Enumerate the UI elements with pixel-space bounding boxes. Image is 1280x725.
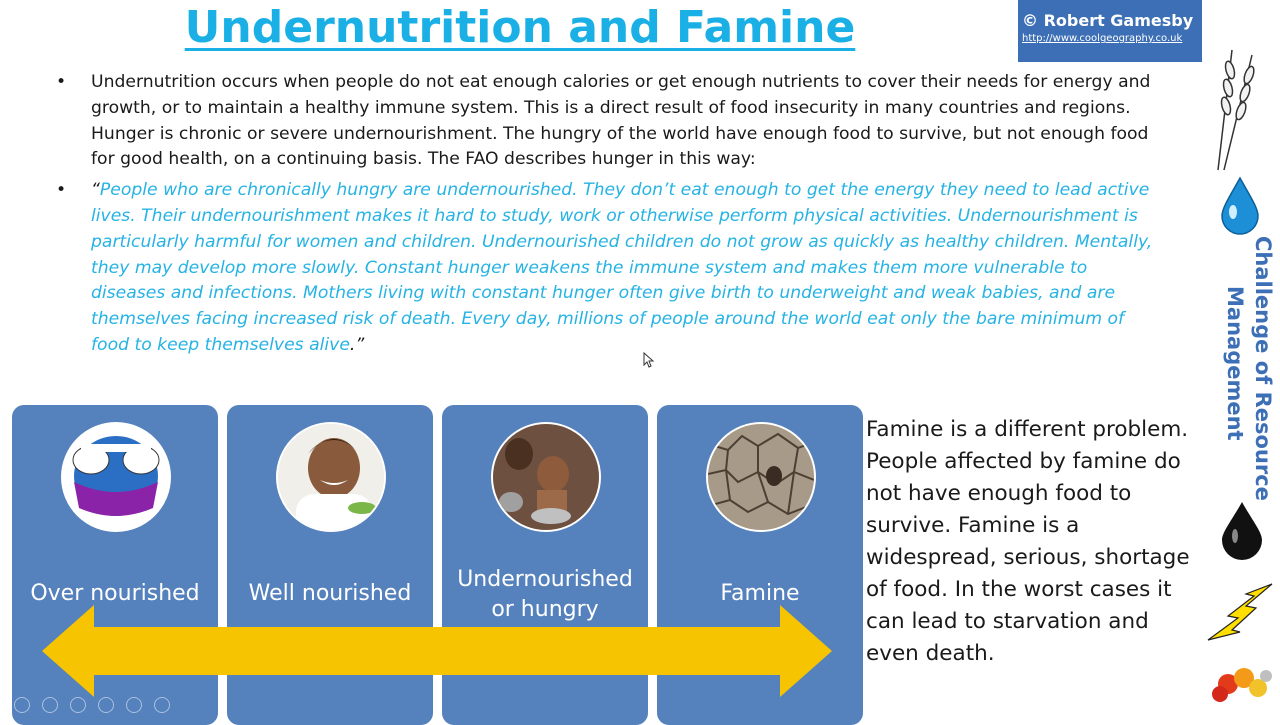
fao-quote: People who are chronically hungry are undernourished. They don’t eat enough to get the energy they need to lead active lives. Their undernourishment makes it hard to study, work or otherwise perform physical activities. Undernourishment is particularly harmful for women and children. Undernourished children do not grow as quickly as healthy children. Mentally, they may develop more slowly. Constant hunger weakens the immune system and makes them more vulnerable to diseases and infections. Mothers living with constant hunger often give birth to underweight and weak babies, and are themselves facing increased risk of death. Every day, millions of people around the world eat only the bare minimum of food to keep themselves alive [91, 180, 1153, 355]
close-quote-mark: .” [349, 334, 365, 355]
bullet-list [50, 70, 1160, 359]
panel-label: Famine [720, 581, 800, 606]
credit-box [1018, 0, 1202, 62]
panel-label: Over nourished [30, 581, 200, 606]
healthy-man-eating-photo [276, 422, 386, 532]
vertical-title-line2: Management [1223, 286, 1247, 441]
vertical-title-line1: Challenge of Resource [1251, 236, 1275, 501]
panel-label: Undernourished [457, 567, 633, 592]
fruit-icon [1212, 668, 1272, 702]
slide-title: Undernutrition and Famine [184, 2, 856, 53]
cracked-earth-photo [706, 422, 816, 532]
hungry-children-photo [491, 422, 601, 532]
pen-tool-icon[interactable] [70, 697, 86, 713]
slides-grid-icon[interactable] [98, 697, 114, 713]
zoom-icon[interactable] [126, 697, 142, 713]
overweight-person-icon [61, 422, 171, 532]
lightning-icon [1208, 584, 1272, 640]
next-slide-icon[interactable] [42, 697, 58, 713]
slideshow-toolbar [14, 697, 170, 713]
wheat-icon [1218, 50, 1256, 170]
bullet-marker: • [56, 72, 67, 92]
mouse-cursor-icon [643, 352, 655, 368]
panel-label: Well nourished [248, 581, 412, 606]
previous-slide-icon[interactable] [14, 697, 30, 713]
famine-description: Famine is a different problem. People affected by famine do not have enough food to survive. Famine is a widespread, serious, shortage of food. In the worst cases it can lead to starvation and even death. [866, 417, 1190, 666]
bullet-quote [50, 178, 1160, 359]
bullet-paragraph [50, 70, 1160, 173]
water-drop-icon [1222, 178, 1258, 234]
undernutrition-definition: Undernutrition occurs when people do not eat enough calories or get enough nutrients to cover their needs for energy and growth, or to maintain a healthy immune system. This is a direct result of food insecurity in many countries and regions. Hunger is chronic or severe undernourishment. The hungry of the world have enough food to survive, but not enough food for good health, on a continuing basis. The FAO describes hunger in this way: [91, 72, 1151, 170]
open-quote-mark: “ [91, 180, 100, 201]
panel-label-line2: or hungry [491, 597, 599, 622]
author-name: © Robert Gamesby [1022, 11, 1194, 30]
double-arrow-icon [42, 605, 832, 697]
bullet-marker: • [56, 180, 67, 201]
oil-drop-icon [1222, 502, 1262, 560]
website-link[interactable]: http://www.coolgeography.co.uk [1022, 33, 1183, 44]
more-options-icon[interactable] [154, 697, 170, 713]
vertical-title [1205, 236, 1277, 501]
